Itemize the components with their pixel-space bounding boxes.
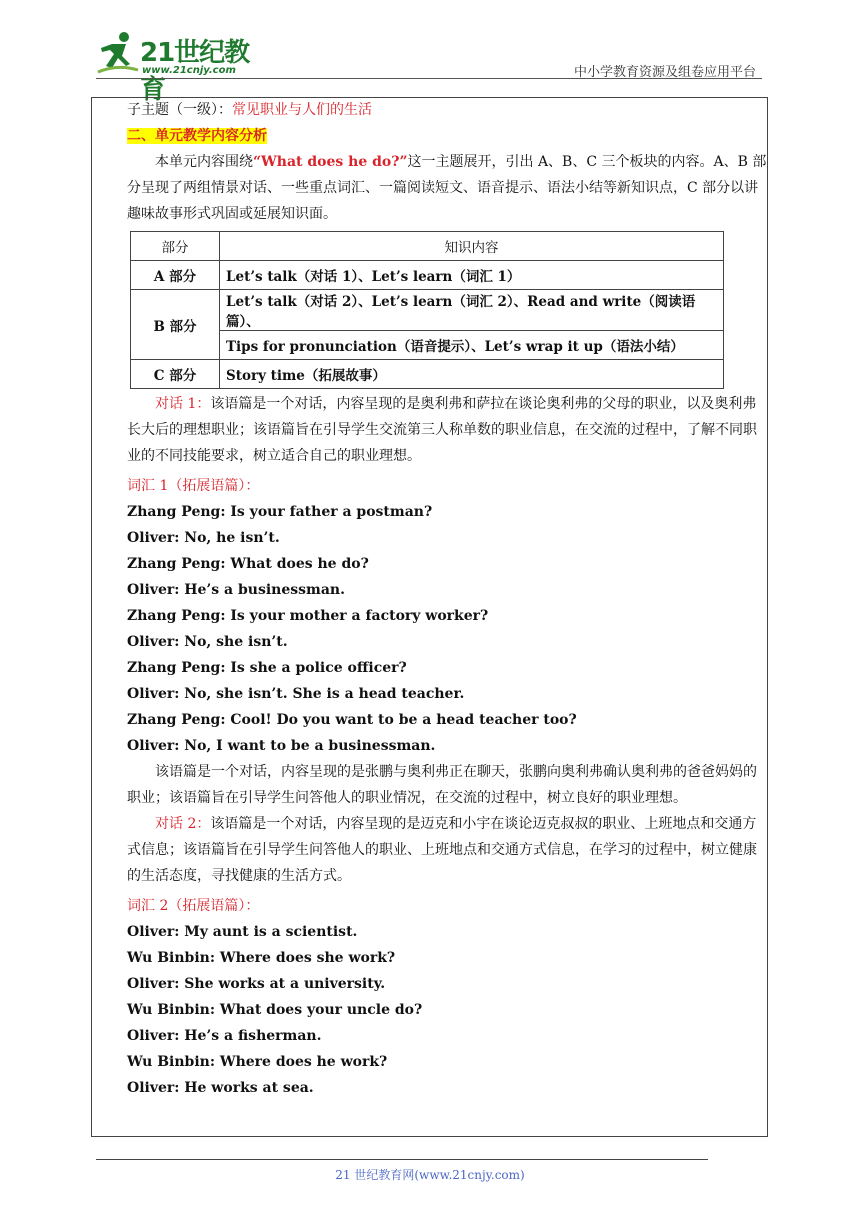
page-header xyxy=(0,0,860,105)
dialog-line: Oliver: He’s a fisherman. xyxy=(127,1028,322,1044)
table-header-part: 部分 xyxy=(131,232,220,261)
dialog-line: Wu Binbin: Where does he work? xyxy=(127,1054,388,1070)
platform-title: 中小学教育资源及组卷应用平台 xyxy=(573,65,756,80)
table-row xyxy=(131,360,724,389)
table-row xyxy=(131,261,724,290)
vocab2-title xyxy=(127,893,767,919)
dialog1-label: 对话 1： xyxy=(155,396,211,412)
table-cell-part: C 部分 xyxy=(131,360,220,389)
dialog-line: Wu Binbin: What does your uncle do? xyxy=(127,1002,423,1018)
table-cell-content: Let’s talk（对话 2）、Let’s learn（词汇 2）、Read and write（阅读语篇）、 xyxy=(220,290,724,331)
vocab1-summary: 该语篇是一个对话，内容呈现的是张鹏与奥利弗正在聊天，张鹏向奥利弗确认奥利弗的爸爸妈妈的职业；该语篇旨在引导学生问答他人的职业情况，在交流的过程中，树立良好的职业理想。 xyxy=(127,764,757,806)
dialog-line: Zhang Peng: Is your mother a factory worker? xyxy=(127,608,489,624)
dialog-line: Zhang Peng: Is she a police officer? xyxy=(127,660,407,676)
intro-text-a: 本单元内容围绕 xyxy=(155,154,253,170)
dialog-line: Oliver: No, he isn’t. xyxy=(127,530,280,546)
table-cell-part: A 部分 xyxy=(131,261,220,290)
intro-quote: “What does he do?” xyxy=(253,154,408,170)
table-header-content: 知识内容 xyxy=(220,232,724,261)
dialog2-paragraph xyxy=(127,811,767,889)
section-title-line xyxy=(127,123,767,149)
table-row xyxy=(131,331,724,360)
dialog1-text: 该语篇是一个对话，内容呈现的是奥利弗和萨拉在谈论奥利弗的父母的职业，以及奥利弗长大后的理想职业；该语篇旨在引导学生交流第三人称单数的职业信息，在交流的过程中，了解不同职业的不同技能要求，树立适合自己的职业理想。 xyxy=(127,396,757,464)
dialog-line: Oliver: He’s a businessman. xyxy=(127,582,345,598)
dialog-line: Oliver: My aunt is a scientist. xyxy=(127,924,358,940)
header-divider xyxy=(96,78,762,79)
vocab1-title-text: 词汇 1（拓展语篇）： xyxy=(127,478,260,494)
dialog2-label: 对话 2： xyxy=(155,816,211,832)
dialog-line: Oliver: No, she isn’t. She is a head teacher. xyxy=(127,686,465,702)
dialog2-text: 该语篇是一个对话，内容呈现的是迈克和小宇在谈论迈克叔叔的职业、上班地点和交通方式信息；该语篇旨在引导学生问答他人的职业、上班地点和交通方式信息，在学习的过程中，树立健康的生活态度，寻找健康的生活方式。 xyxy=(127,816,757,884)
intro-text-b: 这一主题展开，引出 A、B、C 三个板块的内容。A、B 部分呈现了两组情景对话、一些重点词汇、一篇阅读短文、语音提示、语法小结等新知识点，C 部分以讲趣味故事形式巩固或延展知识面。 xyxy=(127,154,767,222)
subtheme-label: 子主题（一级）： xyxy=(127,102,232,118)
table-cell-content: Story time（拓展故事） xyxy=(220,360,724,389)
vocab2-title-text: 词汇 2（拓展语篇）： xyxy=(127,898,260,914)
logo-text: 21世纪教育 xyxy=(140,38,250,105)
dialog-line: Oliver: No, she isn’t. xyxy=(127,634,288,650)
table-cell-content: Let’s talk（对话 1）、Let’s learn（词汇 1） xyxy=(220,261,724,290)
table-cell-part: B 部分 xyxy=(131,290,220,360)
dialog-line: Wu Binbin: Where does she work? xyxy=(127,950,396,966)
subtheme-value: 常见职业与人们的生活 xyxy=(232,102,372,118)
logo-url: www.21cnjy.com xyxy=(142,65,236,76)
intro-paragraph xyxy=(127,149,767,227)
table-row xyxy=(131,290,724,331)
dialog-line: Oliver: She works at a university. xyxy=(127,976,386,992)
table-header-row xyxy=(131,232,724,261)
dialog-line: Oliver: No, I want to be a businessman. xyxy=(127,738,436,754)
logo[interactable] xyxy=(96,30,266,105)
dialog-line: Zhang Peng: Is your father a postman? xyxy=(127,504,433,520)
dialog-line: Zhang Peng: What does he do? xyxy=(127,556,369,572)
vocab1-title xyxy=(127,473,767,499)
dialog-line: Oliver: He works at sea. xyxy=(127,1080,314,1096)
runner-logo-icon xyxy=(96,30,140,76)
document-body xyxy=(127,97,767,1101)
footer-divider xyxy=(96,1159,708,1160)
table-cell-content: Tips for pronunciation（语音提示）、Let’s wrap it up（语法小结） xyxy=(220,331,724,360)
knowledge-table xyxy=(130,231,724,389)
dialog1-paragraph xyxy=(127,391,767,469)
subtheme-line xyxy=(127,97,767,123)
dialog-line: Zhang Peng: Cool! Do you want to be a head teacher too? xyxy=(127,712,577,728)
section-title: 二、单元教学内容分析 xyxy=(127,128,267,144)
footer-link[interactable]: 21 世纪教育网(www.21cnjy.com) xyxy=(335,1168,525,1182)
